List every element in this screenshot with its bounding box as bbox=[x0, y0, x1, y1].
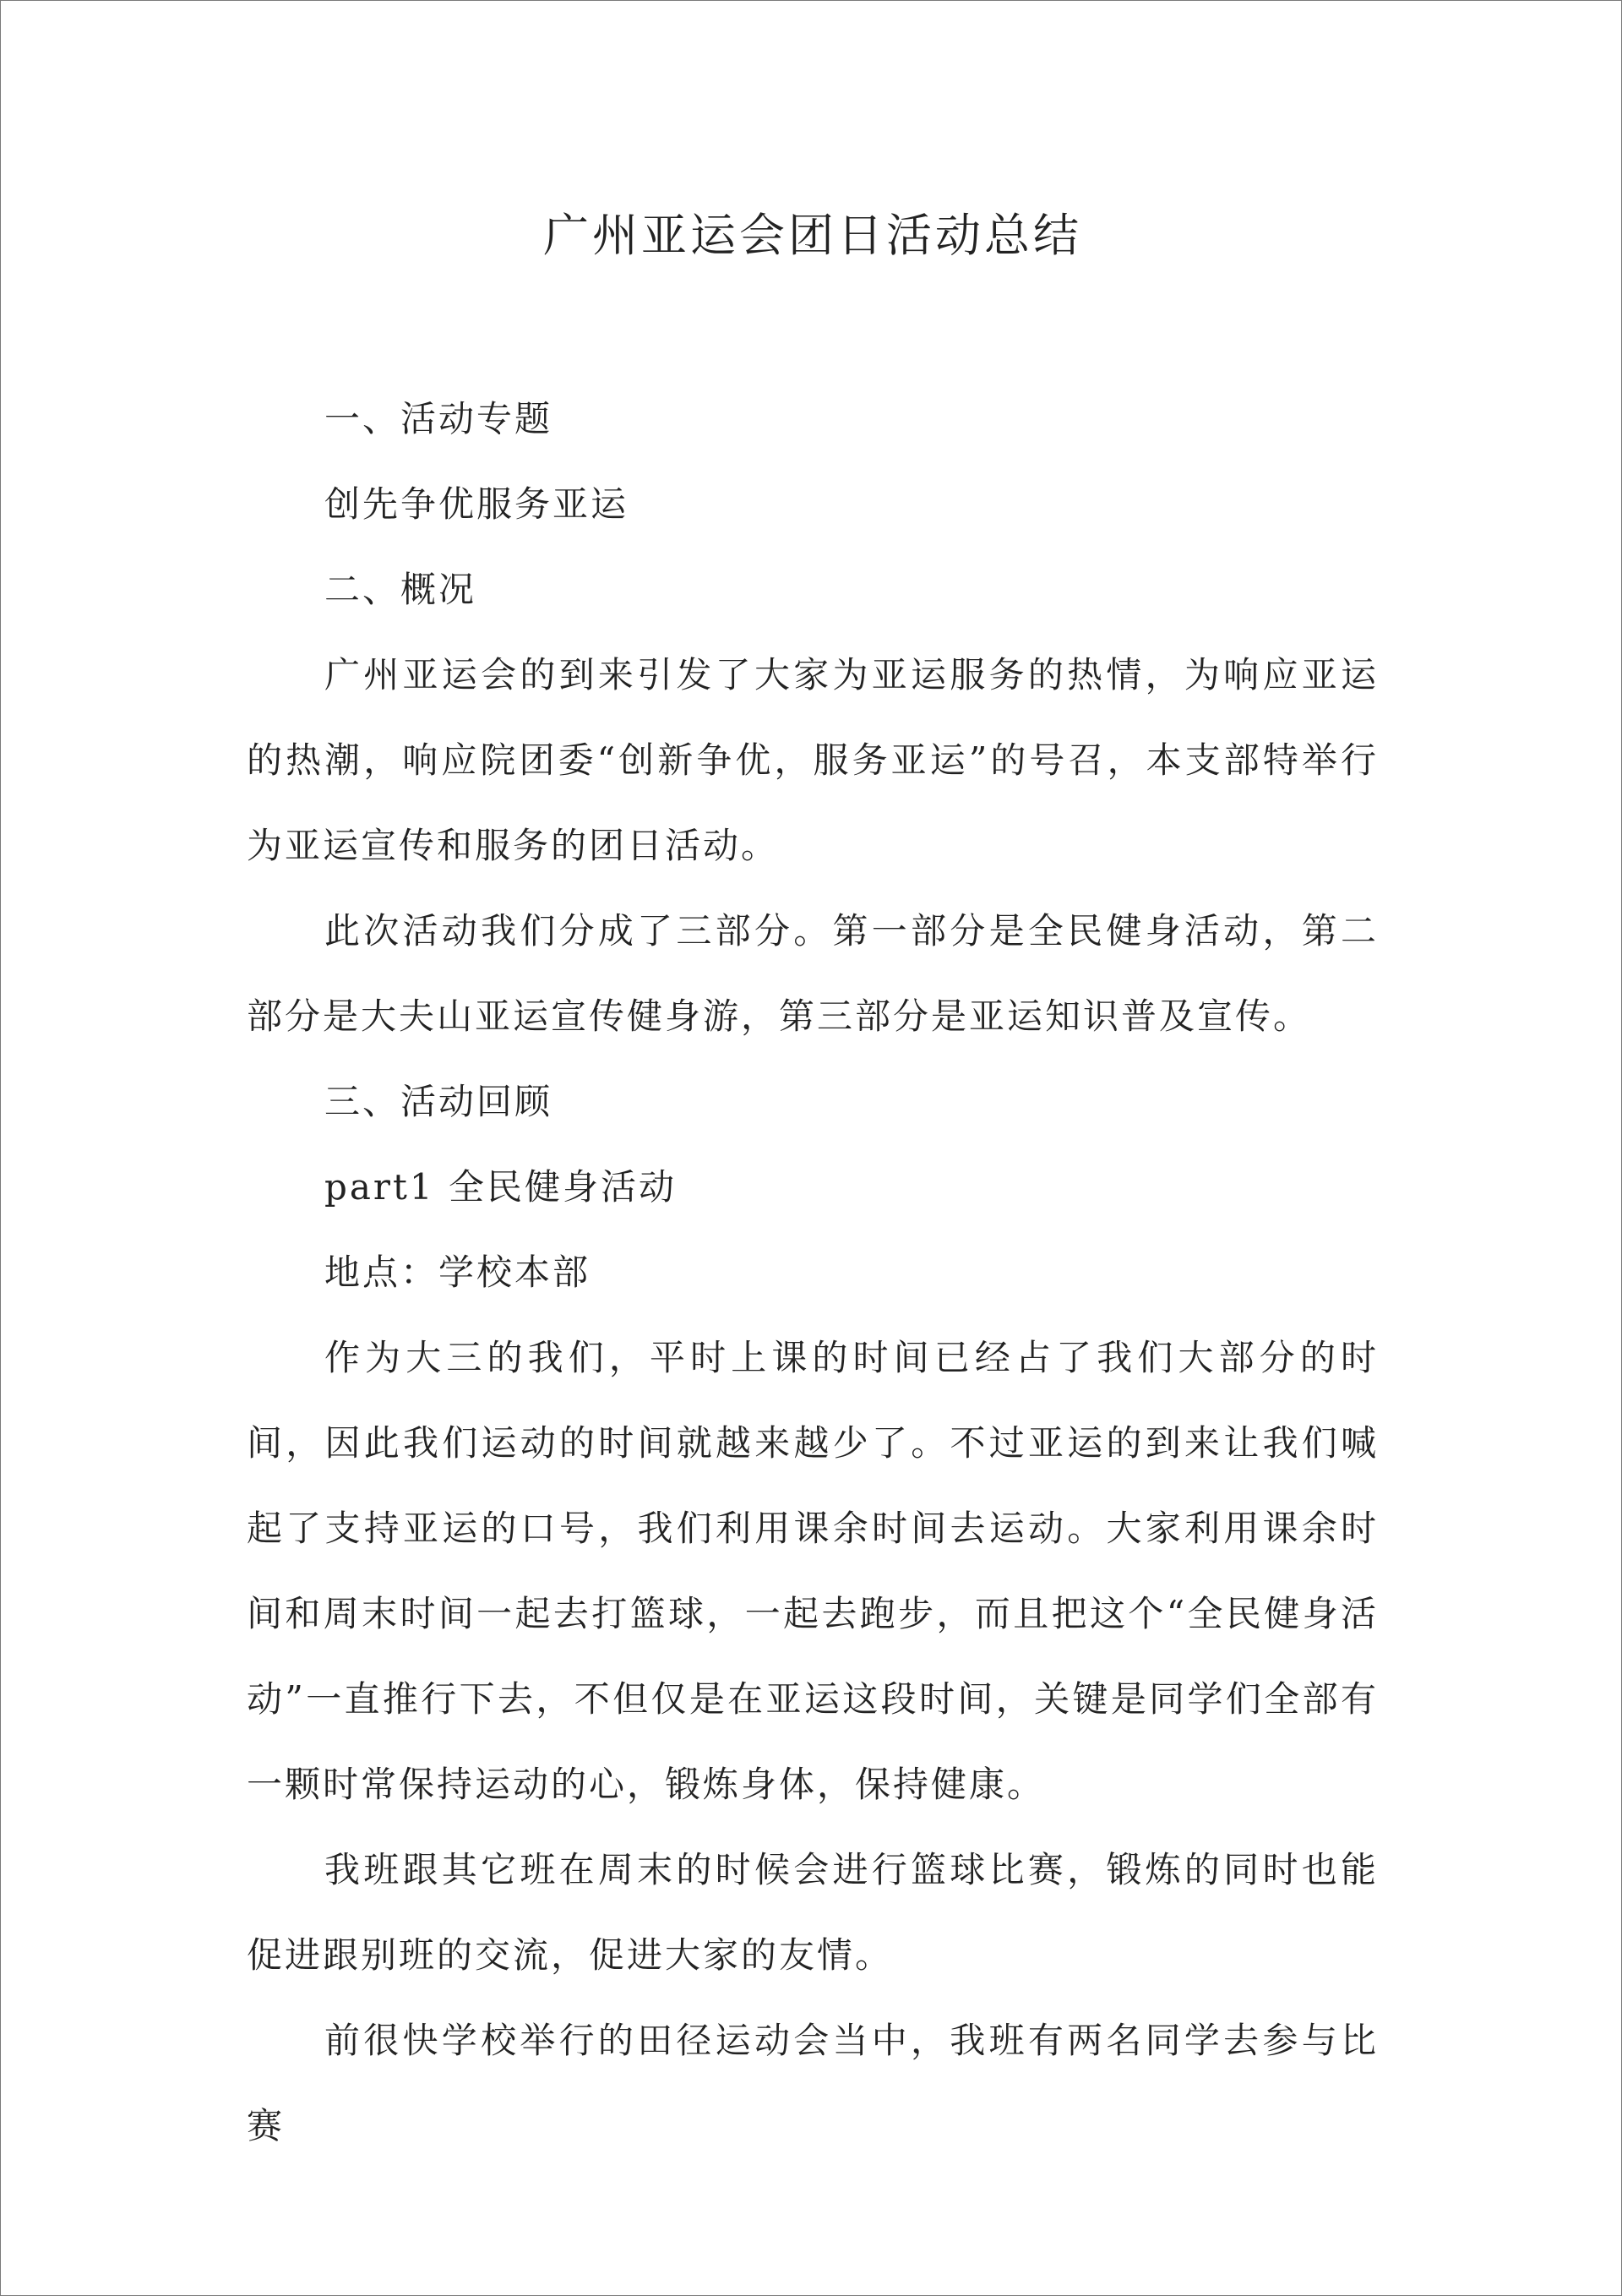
section-heading-activity-topic: 一、活动专题 bbox=[324, 398, 553, 439]
location-line: 地点：学校本部 bbox=[324, 1252, 591, 1293]
review-paragraph-2: 我班跟其它班在周末的时候会进行篮球比赛，锻炼的同时也能促进跟别班的交流，促进大家的友情。 bbox=[247, 1849, 1379, 1976]
part1-heading: part1 全民健身活动 bbox=[324, 1166, 677, 1208]
section-heading-review: 三、活动回顾 bbox=[324, 1081, 553, 1122]
document-title: 广州亚运会团日活动总结 bbox=[543, 209, 1082, 262]
review-paragraph-1: 作为大三的我们，平时上课的时间已经占了我们大部分的时间，因此我们运动的时间就越来越少了。不过亚运的到来让我们喊起了支持亚运的口号，我们利用课余时间去运动。大家利用课余时间和周末时间一起去打篮球，一起去跑步，而且把这个“全民健身活动”一直推行下去，不但仅是在亚运这段时间，关键是同学们全部有一颗时常保持运动的心，锻炼身体，保持健康。 bbox=[247, 1337, 1379, 1805]
overview-paragraph-1: 广州亚运会的到来引发了大家为亚运服务的热情，为响应亚运的热潮，响应院团委“创新争优，服务亚运”的号召，本支部特举行为亚运宣传和服务的团日活动。 bbox=[247, 654, 1379, 866]
section-heading-overview: 二、概况 bbox=[324, 569, 477, 610]
overview-paragraph-2: 此次活动我们分成了三部分。第一部分是全民健身活动，第二部分是大夫山亚运宣传健身游，第三部分是亚运知识普及宣传。 bbox=[247, 910, 1379, 1037]
document-body bbox=[247, 194, 1379, 2168]
review-paragraph-3: 前很快学校举行的田径运动会当中，我班有两名同学去参与比赛 bbox=[247, 2020, 1379, 2146]
activity-topic-text: 创先争优服务亚运 bbox=[324, 483, 629, 525]
